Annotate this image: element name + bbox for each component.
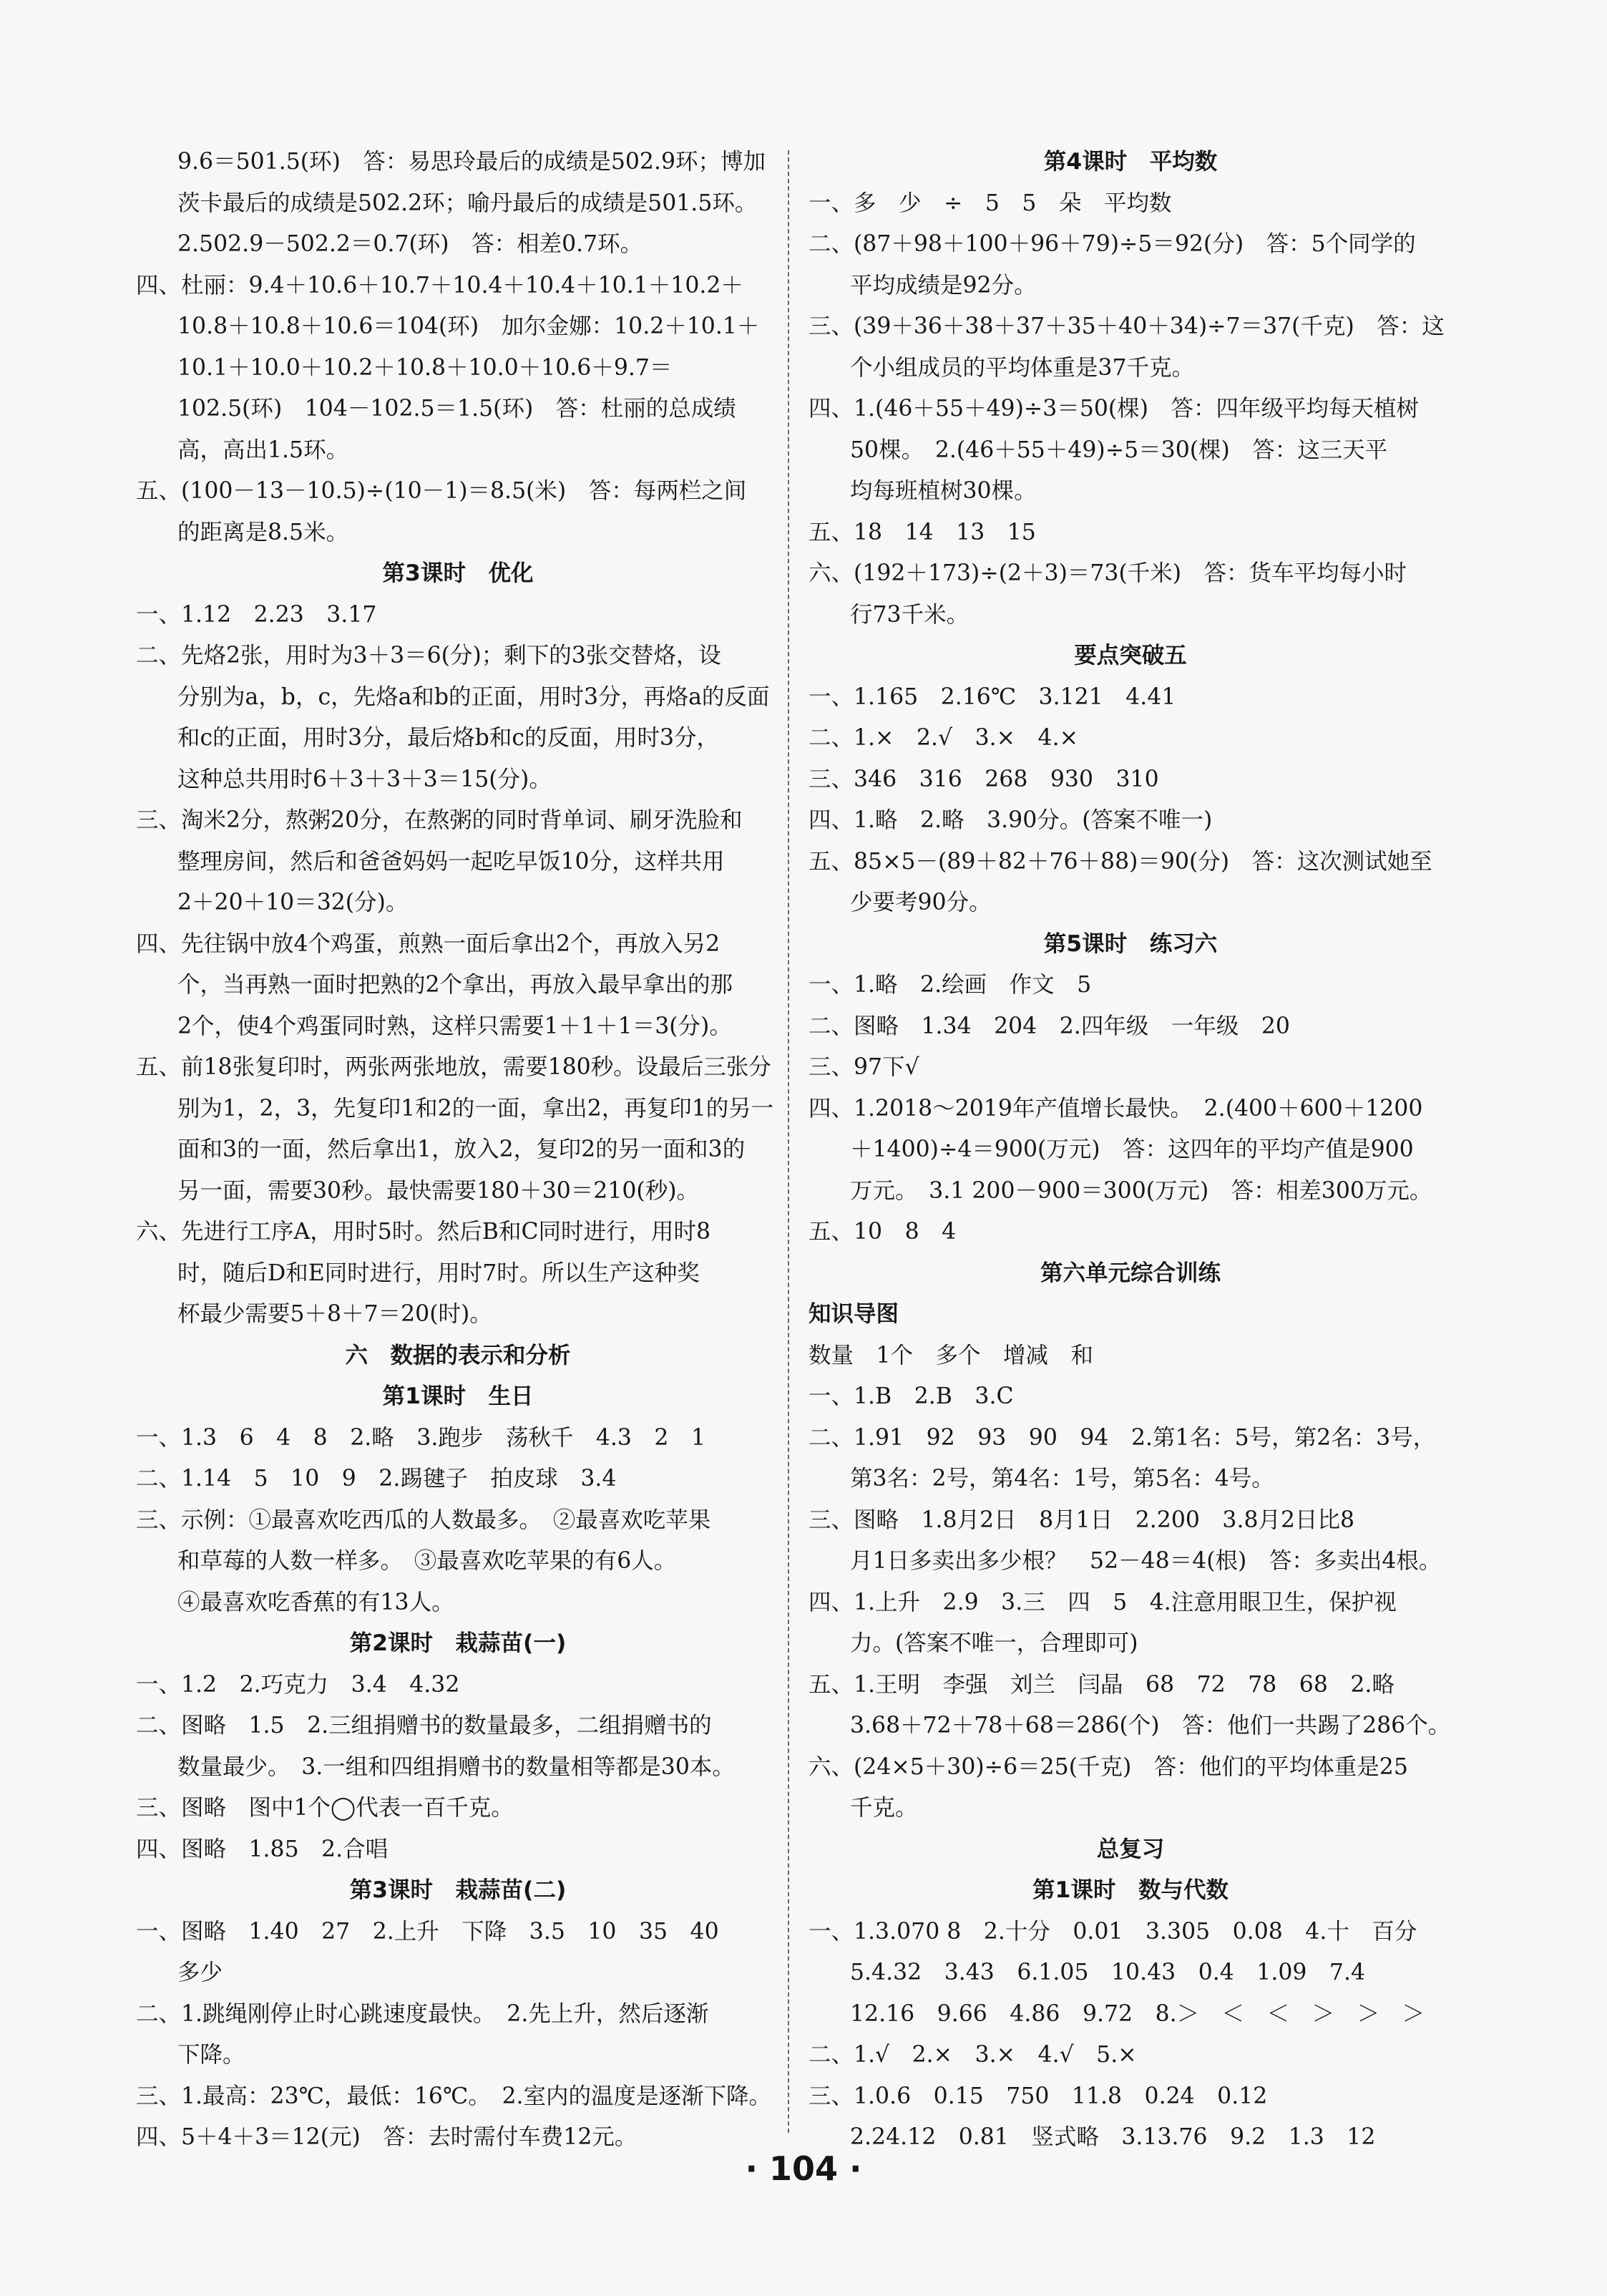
right-column: [809, 142, 1452, 2159]
answer-line: 5.4.32 3.43 6.1.05 10.43 0.4 1.09 7.4: [850, 1960, 1366, 1985]
answer-line: 均每班植树30棵。: [850, 478, 1037, 504]
answer-line: 102.5(环) 104－102.5＝1.5(环) 答：杜丽的总成绩: [177, 396, 736, 422]
section-label: 知识导图: [809, 1301, 899, 1327]
answer-line: 时，随后D和E同时进行，用时7时。所以生产这种奖: [177, 1260, 700, 1286]
answer-line: 数量 1个 多个 增减 和: [809, 1342, 1094, 1368]
answer-line: 六、先进行工序A，用时5时。然后B和C同时进行，用时8: [136, 1219, 711, 1245]
answer-line: 三、图略 1.8月2日 8月1日 2.200 3.8月2日比8: [809, 1507, 1355, 1533]
answer-line: 二、(87＋98＋100＋96＋79)÷5＝92(分) 答：5个同学的: [809, 231, 1416, 257]
answer-line: 2.24.12 0.81 竖式略 3.13.76 9.2 1.3 12: [850, 2124, 1376, 2150]
answer-line: 茨卡最后的成绩是502.2环；喻丹最后的成绩是501.5环。: [177, 190, 758, 216]
answer-line: 别为1，2，3，先复印1和2的一面，拿出2，再复印1的另一: [177, 1095, 774, 1122]
answer-line: ④最喜欢吃香蕉的有13人。: [177, 1589, 454, 1615]
answer-line: 四、杜丽：9.4＋10.6＋10.7＋10.4＋10.4＋10.1＋10.2＋: [136, 272, 743, 298]
answer-line: 10.1＋10.0＋10.2＋10.8＋10.0＋10.6＋9.7＝: [177, 354, 673, 381]
answer-line: 一、1.165 2.16℃ 3.121 4.41: [809, 684, 1176, 710]
answer-line: 五、前18张复印时，两张两张地放，需要180秒。设最后三张分: [136, 1054, 771, 1080]
answer-line: 二、1.√ 2.× 3.× 4.√ 5.×: [809, 2042, 1137, 2068]
answer-line: 四、先往锅中放4个鸡蛋，煎熟一面后拿出2个，再放入另2: [136, 930, 721, 957]
answer-line: 二、图略 1.5 2.三组捐赠书的数量最多，二组捐赠书的: [136, 1713, 712, 1738]
answer-line: 数量最少。 3.一组和四组捐赠书的数量相等都是30本。: [177, 1753, 735, 1780]
answer-line: 个，当再熟一面时把熟的2个拿出，再放入最早拿出的那: [177, 972, 733, 998]
answer-line: 多少: [177, 1960, 223, 1985]
answer-line: 二、1.91 92 93 90 94 2.第1名：5号，第2名：3号，: [809, 1424, 1436, 1451]
answer-line: 个小组成员的平均体重是37千克。: [850, 354, 1195, 381]
answer-line: 三、图略 图中1个◯代表一百千克。: [136, 1795, 514, 1821]
section-heading: 第1课时 生日: [382, 1383, 534, 1409]
answer-line: 一、1.略 2.绘画 作文 5: [809, 972, 1092, 998]
section-heading: 总复习: [1096, 1836, 1165, 1862]
answer-line: 三、1.0.6 0.15 750 11.8 0.24 0.12: [809, 2083, 1268, 2109]
answer-line: 3.68＋72＋78＋68＝286(个) 答：他们一共踢了286个。: [850, 1713, 1451, 1738]
answer-line: 分别为a，b，c，先烙a和b的正面，用时3分，再烙a的反面: [177, 684, 770, 710]
answer-line: 平均成绩是92分。: [850, 272, 1037, 298]
answer-line: 五、(100－13－10.5)÷(10－1)＝8.5(米) 答：每两栏之间: [136, 478, 747, 504]
section-heading: 六 数据的表示和分析: [345, 1342, 571, 1368]
answer-line: 三、346 316 268 930 310: [809, 766, 1159, 792]
answer-line: 9.6＝501.5(环) 答：易思玲最后的成绩是502.9环；博加: [177, 149, 766, 175]
answer-line: 三、淘米2分，熬粥20分，在熬粥的同时背单词、刷牙洗脸和: [136, 807, 743, 833]
answer-line: 的距离是8.5米。: [177, 519, 349, 545]
answer-line: 六、(192＋173)÷(2＋3)＝73(千米) 答：货车平均每小时: [809, 560, 1407, 586]
answer-line: 万元。 3.1 200－900＝300(万元) 答：相差300万元。: [850, 1177, 1432, 1204]
answer-line: 四、1.上升 2.9 3.三 四 5 4.注意用眼卫生，保护视: [809, 1589, 1397, 1615]
answer-line: 10.8＋10.8＋10.6＝104(环) 加尔金娜：10.2＋10.1＋: [177, 313, 760, 339]
answer-line: 月1日多卖出多少根？ 52－48＝4(根) 答：多卖出4根。: [850, 1548, 1442, 1574]
answer-line: 2.502.9－502.2＝0.7(环) 答：相差0.7环。: [177, 231, 643, 257]
section-heading: 第4课时 平均数: [1043, 149, 1218, 175]
answer-line: 和草莓的人数一样多。 ③最喜欢吃苹果的有6人。: [177, 1548, 677, 1574]
answer-line: 一、图略 1.40 27 2.上升 下降 3.5 10 35 40: [136, 1918, 719, 1945]
answer-line: 50棵。 2.(46＋55＋49)÷5＝30(棵) 答：这三天平: [850, 437, 1388, 463]
answer-line: 二、1.14 5 10 9 2.踢毽子 拍皮球 3.4: [136, 1466, 617, 1492]
answer-line: 行73千米。: [850, 601, 969, 628]
answer-line: 力。(答案不唯一，合理即可): [850, 1630, 1138, 1656]
answer-line: 12.16 9.66 4.86 9.72 8.＞ ＜ ＜ ＞ ＞ ＞: [850, 2000, 1425, 2027]
answer-line: 整理房间，然后和爸爸妈妈一起吃早饭10分，这样共用: [177, 848, 725, 875]
answer-line: 杯最少需要5＋8＋7＝20(时)。: [177, 1301, 492, 1327]
answer-line: 四、1.(46＋55＋49)÷3＝50(棵) 答：四年级平均每天植树: [809, 396, 1419, 422]
answer-line: 这种总共用时6＋3＋3＋3＝15(分)。: [177, 766, 552, 792]
answer-line: 五、10 8 4: [809, 1219, 957, 1245]
answer-line: 和c的正面，用时3分，最后烙b和c的反面，用时3分，: [177, 725, 720, 751]
page-number: · 104 ·: [745, 2149, 862, 2188]
column-divider: [788, 150, 789, 2133]
answer-line: 一、1.3 6 4 8 2.略 3.跑步 荡秋千 4.3 2 1: [136, 1424, 706, 1451]
answer-line: 二、先烙2张，用时为3＋3＝6(分)；剩下的3张交替烙，设: [136, 643, 721, 668]
answer-line: 高，高出1.5环。: [177, 437, 349, 463]
section-heading: 第1课时 数与代数: [1032, 1877, 1229, 1903]
answer-line: 三、示例：①最喜欢吃西瓜的人数最多。 ②最喜欢吃苹果: [136, 1507, 711, 1533]
answer-line: 一、1.12 2.23 3.17: [136, 601, 377, 628]
answer-line: 面和3的一面，然后拿出1，放入2，复印2的另一面和3的: [177, 1137, 746, 1162]
answer-line: 四、1.2018～2019年产值增长最快。 2.(400＋600＋1200: [809, 1095, 1423, 1122]
section-heading: 第3课时 栽蒜苗(二): [349, 1877, 567, 1903]
answer-line: 五、18 14 13 15: [809, 519, 1036, 545]
left-column: [136, 142, 780, 2159]
answer-line: 六、(24×5＋30)÷6＝25(千克) 答：他们的平均体重是25: [809, 1753, 1408, 1780]
section-heading: 第六单元综合训练: [1040, 1260, 1221, 1286]
section-heading: 要点突破五: [1074, 643, 1187, 668]
answer-line: 三、97下√: [809, 1054, 919, 1080]
answer-line: 一、1.B 2.B 3.C: [809, 1383, 1014, 1409]
answer-line: 另一面，需要30秒。最快需要180＋30＝210(秒)。: [177, 1177, 699, 1204]
answer-line: 2＋20＋10＝32(分)。: [177, 890, 409, 915]
answer-line: 二、1.跳绳刚停止时心跳速度最快。 2.先上升，然后逐渐: [136, 2000, 709, 2027]
answer-line: 少要考90分。: [850, 890, 992, 915]
answer-line: 一、多 少 ÷ 5 5 朵 平均数: [809, 190, 1172, 216]
answer-line: 一、1.3.070 8 2.十分 0.01 3.305 0.08 4.十 百分: [809, 1918, 1417, 1945]
answer-line: 三、1.最高：23℃，最低：16℃。 2.室内的温度是逐渐下降。: [136, 2083, 772, 2109]
answer-line: 三、(39＋36＋38＋37＋35＋40＋34)÷7＝37(千克) 答：这: [809, 313, 1445, 339]
answer-line: 五、85×5－(89＋82＋76＋88)＝90(分) 答：这次测试她至: [809, 848, 1432, 875]
answer-line: 下降。: [177, 2042, 245, 2068]
answer-line: 五、1.王明 李强 刘兰 闫晶 68 72 78 68 2.略: [809, 1671, 1394, 1698]
answer-line: 二、图略 1.34 204 2.四年级 一年级 20: [809, 1013, 1290, 1039]
answer-line: 四、1.略 2.略 3.90分。(答案不唯一): [809, 807, 1213, 833]
answer-line: 第3名：2号，第4名：1号，第5名：4号。: [850, 1466, 1274, 1492]
answer-line: 千克。: [850, 1795, 918, 1821]
answer-line: 四、图略 1.85 2.合唱: [136, 1836, 389, 1862]
answer-line: 2个，使4个鸡蛋同时熟，这样只需要1＋1＋1＝3(分)。: [177, 1013, 732, 1039]
section-heading: 第3课时 优化: [382, 560, 534, 586]
section-heading: 第2课时 栽蒜苗(一): [349, 1630, 567, 1656]
answer-line: ＋1400)÷4＝900(万元) 答：这四年的平均产值是900: [850, 1137, 1414, 1162]
answer-line: 四、5＋4＋3＝12(元) 答：去时需付车费12元。: [136, 2124, 638, 2150]
section-heading: 第5课时 练习六: [1043, 930, 1218, 957]
answer-line: 二、1.× 2.√ 3.× 4.×: [809, 725, 1078, 751]
answer-line: 一、1.2 2.巧克力 3.4 4.32: [136, 1671, 460, 1698]
